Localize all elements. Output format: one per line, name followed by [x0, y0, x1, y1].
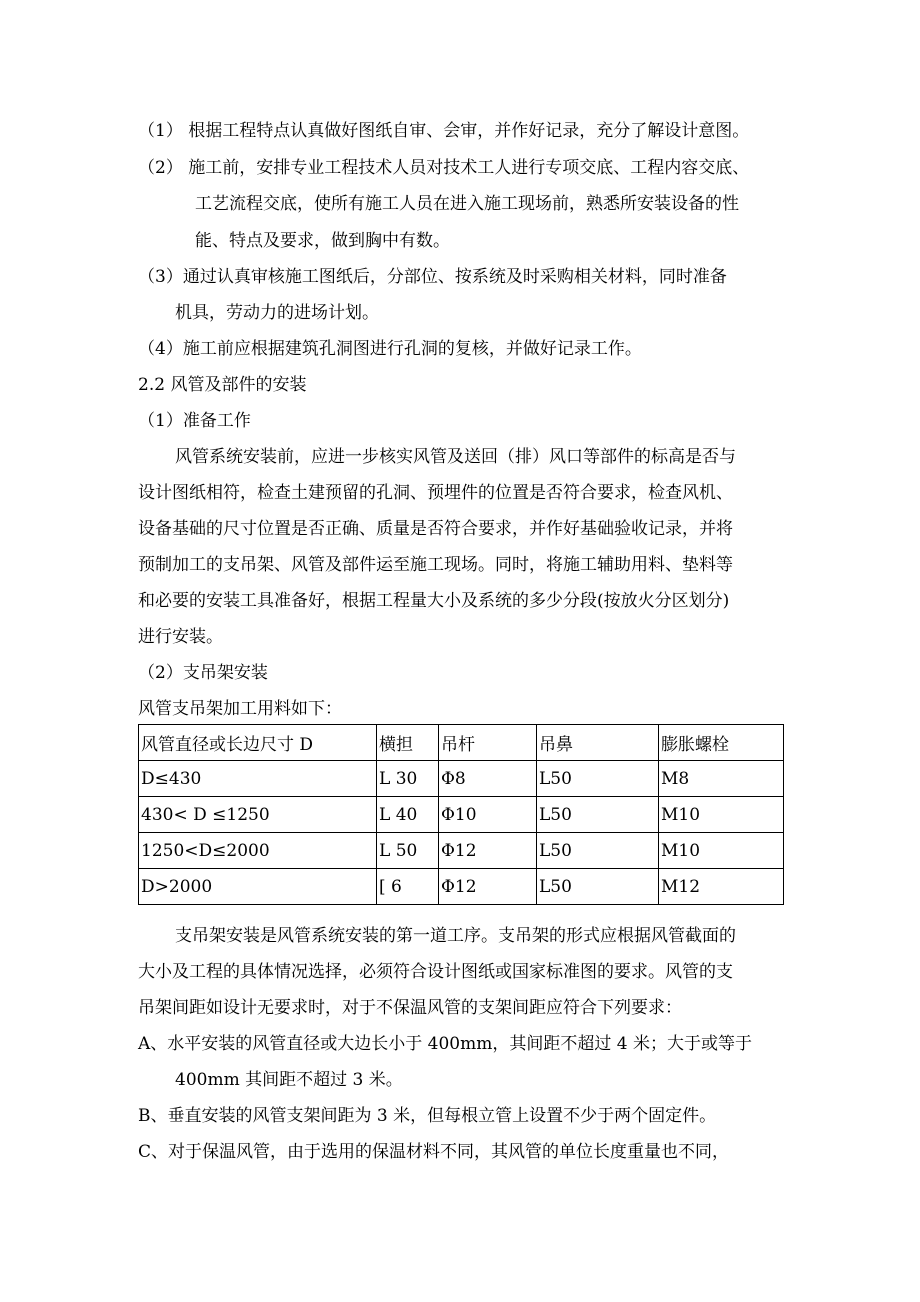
paragraph-6-line-2: 大小及工程的具体情况选择，必须符合设计图纸或国家标准图的要求。风管的支	[138, 962, 733, 982]
table-cell: Φ12	[439, 833, 537, 869]
paragraph-6-line-3: 吊架间距如设计无要求时，对于不保温风管的支架间距应符合下列要求：	[138, 998, 682, 1018]
table-cell: D>2000	[139, 869, 377, 905]
paragraph-5-line-1: 风管系统安装前，应进一步核实风管及送回（排）风口等部件的标高是否与	[175, 447, 736, 467]
subheading-preparation: （1）准备工作	[138, 411, 251, 431]
table-header-cell: 吊杆	[439, 725, 537, 761]
table-cell: M8	[659, 761, 784, 797]
table-row	[139, 761, 784, 797]
paragraph-2-line-1: （2） 施工前，安排专业工程技术人员对技术工人进行专项交底、工程内容交底、	[138, 158, 750, 178]
paragraph-4-line-1: （4）施工前应根据建筑孔洞图进行孔洞的复核，并做好记录工作。	[138, 339, 642, 359]
paragraph-1-line-1: （1） 根据工程特点认真做好图纸自审、会审，并作好记录，充分了解设计意图。	[138, 121, 750, 141]
table-cell: L50	[537, 797, 659, 833]
table-cell: L 40	[377, 797, 439, 833]
table-cell: 430< D ≤1250	[139, 797, 377, 833]
table-cell: M10	[659, 833, 784, 869]
table-cell: D≤430	[139, 761, 377, 797]
paragraph-5-line-2: 设计图纸相符，检查土建预留的孔洞、预埋件的位置是否符合要求，检查风机、	[138, 483, 733, 503]
table-cell: L50	[537, 869, 659, 905]
table-header-row	[139, 725, 784, 761]
paragraph-3-line-1: （3）通过认真审核施工图纸后，分部位、按系统及时采购相关材料，同时准备	[138, 267, 727, 287]
paragraph-6-line-1: 支吊架安装是风管系统安装的第一道工序。支吊架的形式应根据风管截面的	[175, 926, 736, 946]
item-a-line-1: A、水平安装的风管直径或大边长小于 400mm，其间距不超过 4 米；大于或等于	[138, 1034, 752, 1054]
paragraph-5-line-3: 设备基础的尺寸位置是否正确、质量是否符合要求，并作好基础验收记录，并将	[138, 519, 733, 539]
item-b-line-1: B、垂直安装的风管支架间距为 3 米，但每根立管上设置不少于两个固定件。	[138, 1106, 717, 1126]
paragraph-2-line-2: 工艺流程交底，使所有施工人员在进入施工现场前，熟悉所安装设备的性	[195, 194, 739, 214]
table-header-cell: 风管直径或长边尺寸 D	[139, 725, 377, 761]
table-row	[139, 833, 784, 869]
table-header-cell: 吊鼻	[537, 725, 659, 761]
paragraph-5-line-4: 预制加工的支吊架、风管及部件运至施工现场。同时，将施工辅助用料、垫料等	[138, 555, 733, 575]
table-cell: M10	[659, 797, 784, 833]
table-row	[139, 869, 784, 905]
table-header-cell: 膨胀螺栓	[659, 725, 784, 761]
paragraph-5-line-5: 和必要的安装工具准备好，根据工程量大小及系统的多少分段(按放火分区划分)	[138, 591, 730, 611]
paragraph-2-line-3: 能、特点及要求，做到胸中有数。	[195, 231, 450, 251]
table-cell: L 50	[377, 833, 439, 869]
table-cell: [ 6	[377, 869, 439, 905]
table-cell: 1250<D≤2000	[139, 833, 377, 869]
table-row	[139, 797, 784, 833]
paragraph-3-line-2: 机具，劳动力的进场计划。	[175, 303, 379, 323]
table-cell: Φ12	[439, 869, 537, 905]
table-cell: L50	[537, 833, 659, 869]
item-a-line-2: 400mm 其间距不超过 3 米。	[175, 1070, 403, 1090]
table-cell: Φ8	[439, 761, 537, 797]
paragraph-5-line-6: 进行安装。	[138, 627, 223, 647]
item-c-line-1: C、对于保温风管，由于选用的保温材料不同，其风管的单位长度重量也不同，	[138, 1142, 730, 1162]
support-material-table	[138, 724, 784, 905]
table-cell: M12	[659, 869, 784, 905]
section-heading-2-2: 2.2 风管及部件的安装	[138, 375, 307, 395]
subheading-support-installation: （2）支吊架安装	[138, 663, 268, 683]
table-intro: 风管支吊架加工用料如下：	[138, 699, 342, 719]
table-cell: L50	[537, 761, 659, 797]
table-header-cell: 横担	[377, 725, 439, 761]
table-cell: L 30	[377, 761, 439, 797]
table-cell: Φ10	[439, 797, 537, 833]
